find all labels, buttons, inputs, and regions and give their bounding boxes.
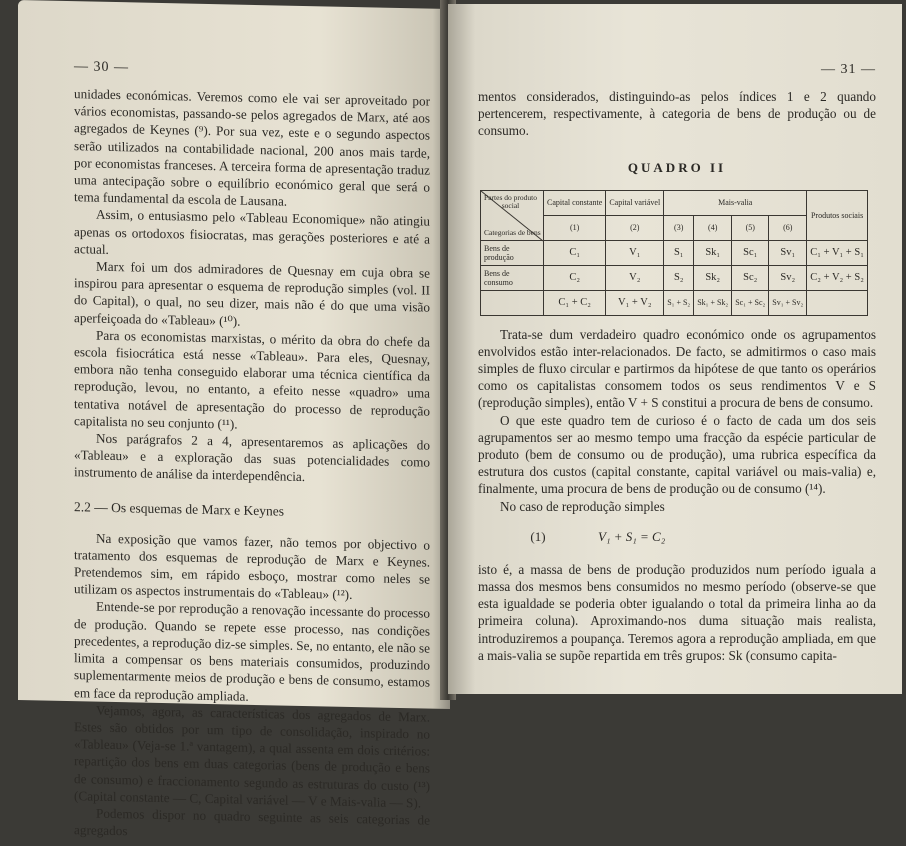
- cell-c: C₂: [544, 265, 606, 290]
- col-number: (5): [732, 215, 769, 240]
- cell-v: V₂: [606, 265, 664, 290]
- cell-sc: Sc₁: [732, 240, 769, 265]
- cell-sv: Sv₂: [769, 265, 807, 290]
- section-heading: 2.2 — Os esquemas de Marx e Keynes: [74, 498, 284, 519]
- cell-sc: Sc₂: [732, 265, 769, 290]
- cell-sv: Sv₁: [769, 240, 807, 265]
- paragraph: O que este quadro tem de curioso é o facto de cada um dos seis agrupamentos ser ao mesmo tempo uma fracção da espécie particular de produto (bem de consumo ou de produção), uma rubrica específica da estrutura dos custos (capital constante, capital variável ou mais-valia) e, finalmente, uma procura de bens de produção ou de consumo (¹⁴).: [478, 412, 876, 497]
- left-page: [18, 0, 450, 839]
- paragraph: Trata-se dum verdadeiro quadro económico onde os agrupamentos envolvidos estão inter-relacionados. De facto, se admitirmos o caso mais simples de fluxo circular e partirmos da hipótese de que tanto os operários como os capitalistas consomem todos os seus rendimentos V e S (reprodução simples), então V + S constitui a procura de bens de consumo.: [478, 326, 876, 411]
- cell-sk: Sk₂: [694, 265, 732, 290]
- equation-number: (1): [530, 528, 546, 544]
- cell-sk: Sk₁ + Sk₂: [694, 290, 732, 315]
- cell-total: C₂ + V₂ + S₂: [807, 265, 868, 290]
- paragraph: Na exposição que vamos fazer, não temos por objectivo o tratamento dos esquemas de reprodução de Marx e Keynes. Pretendemos sim, em rápido esboço, mostrar como neles se utilizam os aspectos instrumentais do «Tableau» (¹²).: [74, 530, 430, 603]
- cell-v: V₁: [606, 240, 664, 265]
- equation: [478, 529, 876, 545]
- col-number: (4): [694, 215, 732, 240]
- paragraph: Assim, o entusiasmo pelo «Tableau Economique» não atingiu apenas os ortodoxos fisiocratas, mas gerações posteriores e até a actual.: [74, 207, 430, 257]
- paragraph: No caso de reprodução simples: [500, 498, 665, 514]
- paragraph: Marx foi um dos admiradores de Quesnay em cuja obra se inspirou para apresentar o esquema de reprodução simples (vol. II do Capital), o qual, no seu dizer, mais não é do que uma visão aperfeiçoada do «Tableau» (¹⁰).: [74, 258, 430, 329]
- paragraph: Para os economistas marxistas, o mérito da obra do chefe da escola fisiocrática está nesse «Tableau». Para eles, Quesnay, embora não tenha conseguido elaborar uma técnica científica da reprodução, levou, no entanto, a efeito nesse «quadro» uma tentativa notável de apresentação do processo de reprodução capitalista no seu conjunto (¹¹).: [74, 327, 430, 432]
- cell-s: S₁ + S₂: [664, 290, 694, 315]
- paragraph: Podemos dispor no quadro seguinte as seis categorias de agregados: [74, 805, 430, 839]
- page-number: — 30 —: [74, 59, 129, 76]
- paragraph: mentos considerados, distinguindo-as pelos índices 1 e 2 quando pertencerem, respectivamente, à categoria de bens de produção ou de consumo.: [478, 89, 876, 139]
- cell-total: C₁ + V₁ + S₁: [807, 240, 868, 265]
- corner-bottom-label: Categorias de bens: [484, 227, 541, 237]
- cell-total: [807, 290, 868, 315]
- table-row: [481, 265, 868, 290]
- corner-top-label: Partes do produto social: [484, 192, 537, 210]
- row-label: Bens de produção: [481, 240, 544, 265]
- header-mais-valia: Mais-valia: [664, 190, 807, 215]
- right-page: [448, 4, 902, 694]
- paragraph: Entende-se por reprodução a renovação incessante do processo de produção. Quando se repete esse processo, nas condições precedentes, a reprodução diz-se simples. Se, no entanto, ele não se limita a compensar os bens materiais consumidos, produzindo suplementarmente meios de produção e bens de consumo, estamos em face da reprodução ampliada.: [74, 599, 430, 704]
- row-label: [481, 290, 544, 315]
- cell-s: S₂: [664, 265, 694, 290]
- page-number: — 31 —: [821, 62, 876, 77]
- equation-formula: V₁ + S₁ = C₂: [598, 528, 666, 544]
- cell-sc: Sc₁ + Sc₂: [732, 290, 769, 315]
- table-row: [481, 240, 868, 265]
- paragraph: Vejamos, agora, as características dos agregados de Marx. Estes são obtidos por um tipo de consolidação, inspirado no «Tableau» (Veja-se 1.ª vantagem), a qual assenta em dois critérios: repartição dos bens em duas categorias (bens de produção e bens de consumo) e fraccionamento segundo as estruturas do custo (¹³) (Capital constante — C, Capital variável — V e Mais-valia — S).: [74, 702, 430, 811]
- cell-sv: Sv₁ + Sv₂: [769, 290, 807, 315]
- cell-v: V₁ + V₂: [606, 290, 664, 315]
- table-title: QUADRO II: [627, 159, 727, 175]
- cell-s: S₁: [664, 240, 694, 265]
- col-number: (1): [544, 215, 606, 240]
- paragraph: unidades económicas. Veremos como ele vai ser aproveitado por vários economistas, passando-se pelos agregados de Marx, até aos agregados de Keynes (⁹). Por sua vez, este e o segundo aspectos serão utilizados na contabilidade nacional, 200 anos mais tarde, por economistas franceses. A terceira forma de apresentação traduz uma antecipação sobre o equilíbrio económico geral que será o tema fundamental da escola de Lausana.: [74, 86, 430, 209]
- quadro-table: [480, 190, 868, 316]
- cell-c: C₁: [544, 240, 606, 265]
- header-capital-constante: Capital constante: [544, 190, 606, 215]
- row-label: Bens de consumo: [481, 265, 544, 290]
- header-produtos-sociais: Produtos sociais: [807, 190, 868, 240]
- col-number: (3): [664, 215, 694, 240]
- table-row: [481, 290, 868, 315]
- table-corner-cell: [481, 190, 544, 240]
- cell-sk: Sk₁: [694, 240, 732, 265]
- col-number: (6): [769, 215, 807, 240]
- paragraph: Nos parágrafos 2 a 4, apresentaremos as aplicações do «Tableau» e a exploração das suas potencialidades como instrumento de análise da interdependência.: [74, 430, 430, 485]
- col-number: (2): [606, 215, 664, 240]
- paragraph: isto é, a massa de bens de produção produzidos num período iguala a massa dos mesmos bens consumidos no mesmo período (observe-se que esta igualdade se poderia obter igualando o total da primeira linha ao da primeira coluna). Aproximando-nos duma situação mais realista, introduziremos a poupança. Teremos agora a reprodução ampliada, em que a mais-valia se supõe repartida em três grupos: Sk (consumo capita-: [478, 561, 876, 663]
- header-capital-variavel: Capital variável: [606, 190, 664, 215]
- cell-c: C₁ + C₂: [544, 290, 606, 315]
